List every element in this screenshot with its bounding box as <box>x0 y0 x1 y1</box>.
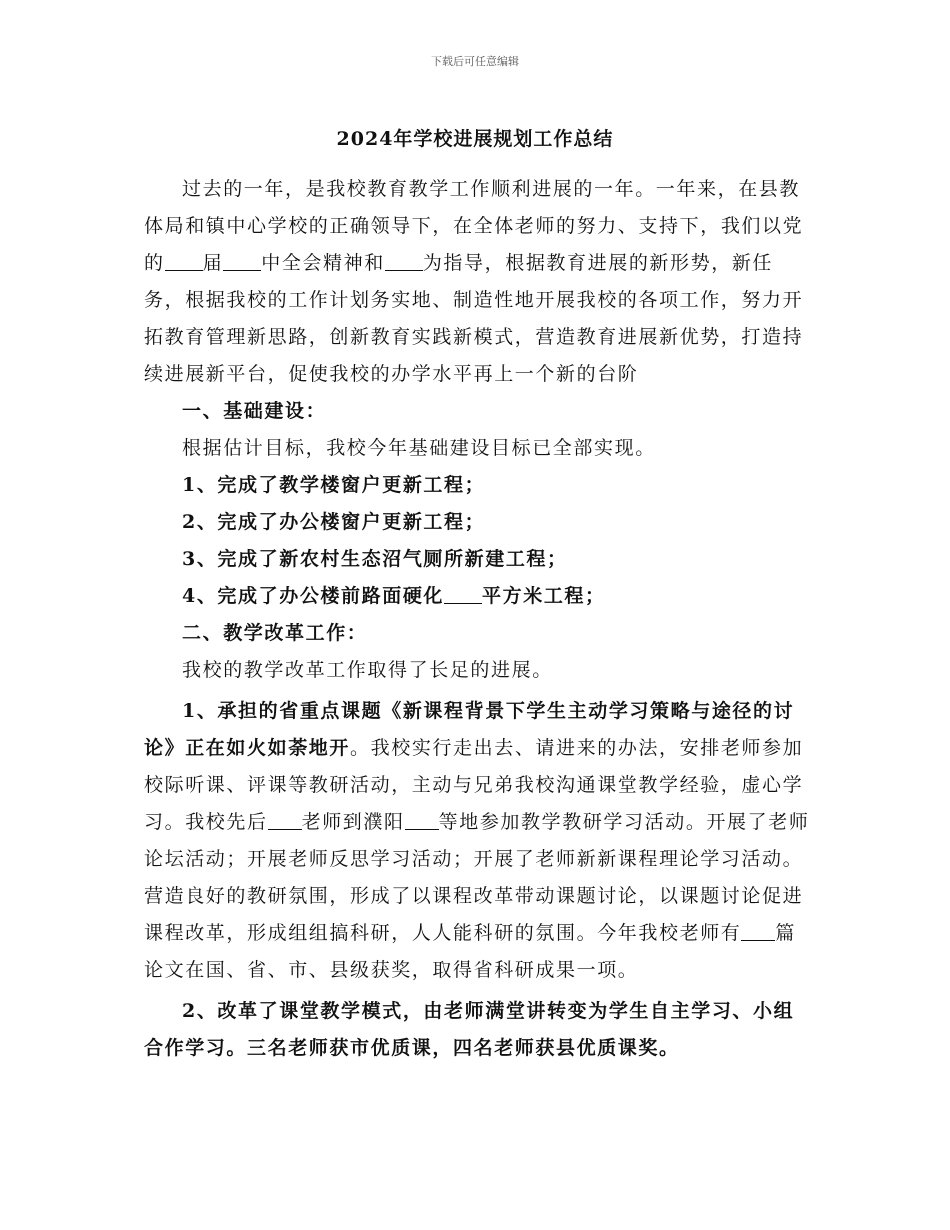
section-2-item-1-text-c: 等地参加教学教研学习活动。开展了老师论坛活动；开展老师反思学习活动；开展了老师新新课程理论学习活动。营造良好的教研氛围，形成了以课程改革带动课题讨论，以课题讨论促进课程改革，形成组组搞科研，人人能科研的氛围。今年我校老师有 <box>144 811 810 944</box>
blank-field <box>385 252 423 271</box>
section-1-item-4-text: 4、完成了办公楼前路面硬化 <box>182 585 445 607</box>
section-heading-1: 一、基础建设： <box>182 400 327 422</box>
section-2-item-1-text-a: 。我校实行走出去、请进来的办法，安排老师参加校际听课、评课等教研活动，主动与兄弟我校沟通课堂教学经验，虚心学习。我校先后 <box>144 737 804 833</box>
blank-field <box>223 252 261 271</box>
section-2-item-1 <box>144 693 812 989</box>
blank-field <box>444 585 482 604</box>
document-title: 2024年学校进展规划工作总结 <box>336 128 614 150</box>
intro-text-1: 过去的一年，是我校教育教学工作顺利进展的一年。一年来，在县教体局和镇中心学校的正确领导下，在全体老师的努力、支持下， <box>144 178 801 237</box>
blank-field <box>741 922 775 941</box>
section-2-item-1-lead: 1、承担的省重点课题《新课程背景下学生主动学习策略与途径的讨论》正在如火如荼地开 <box>144 700 795 759</box>
blank-field <box>268 811 302 830</box>
section-heading-2: 二、教学改革工作： <box>182 622 368 644</box>
intro-paragraph <box>144 171 812 393</box>
section-1-item-1: 1、完成了教学楼窗户更新工程； <box>182 474 486 496</box>
section-2-summary: 我校的教学改革工作取得了长足的进展。 <box>182 659 553 681</box>
intro-text-2: 我们以党的 <box>144 215 804 274</box>
blank-field <box>165 252 203 271</box>
section-2-item-2: 2、改革了课堂教学模式，由老师满堂讲转变为学生自主学习、小组合作学习。三名老师获市优质课，四名老师获县优质课奖。 <box>144 1000 795 1059</box>
blank-field <box>405 811 439 830</box>
section-2-item-1-text-d: 篇论文在国、省、市、县级获奖，取得省科研成果一项。 <box>144 922 797 981</box>
page-header-note: 下载后可任意编辑 <box>431 55 519 68</box>
section-1-item-4 <box>144 578 812 615</box>
section-1-item-2: 2、完成了办公楼窗户更新工程； <box>182 511 486 533</box>
intro-text-4: 中全会精神和 <box>261 252 385 274</box>
section-1-summary: 根据估计目标，我校今年基础建设目标已全部实现。 <box>182 437 656 459</box>
section-1-item-3: 3、完成了新农村生态沼气厕所新建工程； <box>182 548 568 570</box>
section-1-item-4-tail: 平方米工程； <box>482 585 606 607</box>
intro-text-5: 为指导，根据教育进展的新形势，新任务，根据我校的工作计划务实地、制造性地开展我校的各项工作，努力开拓教育管理新思路，创新教育实践新模式，营造教育进展新优势，打造持续进展新平台，促使我校的办学水平再上一个新的台阶 <box>144 252 804 385</box>
section-2-item-1-text-b: 老师到濮阳 <box>301 811 405 833</box>
document-body <box>144 171 812 1067</box>
intro-text-3: 届 <box>202 252 224 274</box>
